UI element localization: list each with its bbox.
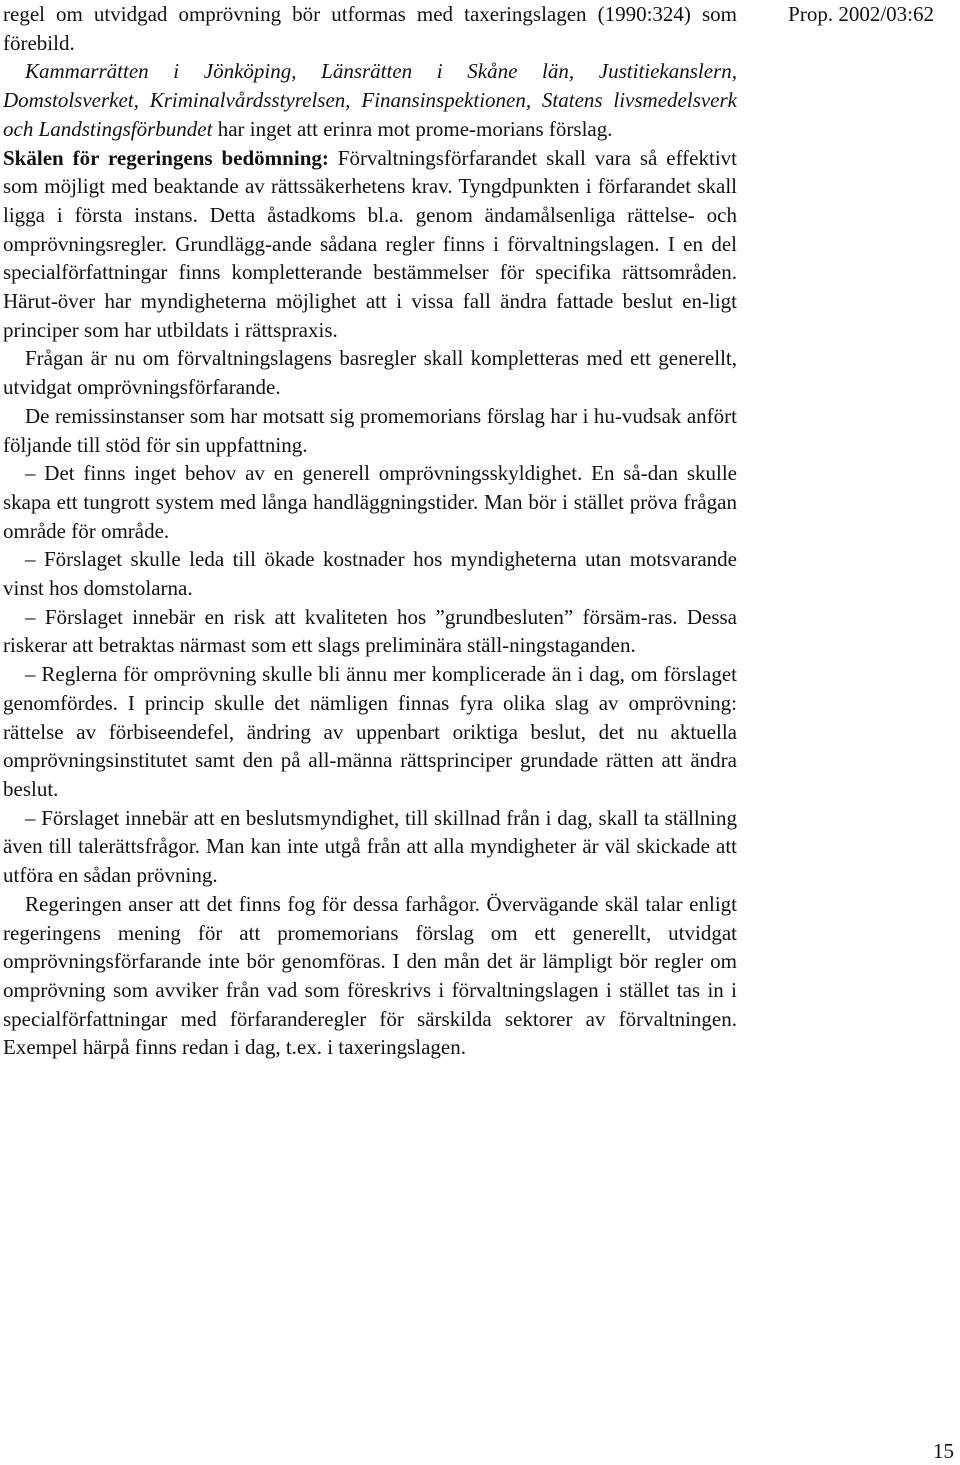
document-body xyxy=(3,0,737,1062)
page-number: 15 xyxy=(933,1439,954,1463)
section-heading-reasons: Skälen för regeringens bedömning: xyxy=(3,145,329,170)
dash-item-standing: – Förslaget innebär att en beslutsmyndighet, till skillnad från i dag, skall ta ställning även till talerättsfrågor. Man kan inte utgå från att alla myndigheter är väl skickade att utföra en sådan prövning. xyxy=(3,805,737,888)
paragraph-government-reasons xyxy=(3,144,737,345)
referral-bodies-statement: har inget att erinra mot prome-morians förslag. xyxy=(212,116,613,141)
proposition-reference: Prop. 2002/03:62 xyxy=(788,2,934,26)
dash-item-no-need: – Det finns inget behov av en generell omprövningsskyldighet. En så-dan skulle skapa ett tungrott system med långa handläggningstider. Man bör i stället pröva frågan område för område. xyxy=(3,461,737,543)
paragraph-intro: regel om utvidgad omprövning bör utformas med taxeringslagen (1990:324) som förebild. xyxy=(3,2,737,55)
paragraph-question: Frågan är nu om förvaltningslagens basregler skall kompletteras med ett generellt, utvidgat omprövningsförfarande. xyxy=(3,346,737,400)
paragraph-referral-bodies xyxy=(3,57,737,143)
dash-item-costs: – Förslaget skulle leda till ökade kostnader hos myndigheterna utan motsvarande vinst hos domstolarna. xyxy=(3,547,737,601)
reasons-text: Förvaltningsförfarandet skall vara så effektivt som möjligt med beaktande av rättssäkerhetens krav. Tyngdpunkten i förfarandet skall ligga i första instans. Detta åstadkoms bl.a. genom ändamålsenliga rättelse- och omprövningsregler. Grundlägg-ande sådana regler finns i förvaltningslagen. I en del specialförfattningar finns kompletterande bestämmelser för specifika rättsområden. Härut-över har myndigheterna möjlighet att i vissa fall ändra fattade beslut en-ligt principer som har utbildats i rättspraxis. xyxy=(3,145,738,342)
paragraph-conclusion: Regeringen anser att det finns fog för dessa farhågor. Övervägande skäl talar enligt regeringens mening för att promemorians förslag om ett generellt, utvidgat omprövningsförfarande inte bör genomföras. I den mån det är lämpligt bör regler om omprövning som avviker från vad som föreskrivs i förvaltningslagen i stället tas in i specialförfattningar med förfaranderegler för särskilda sektorer av förvaltningen. Exempel härpå finns redan i dag, t.ex. i taxeringslagen. xyxy=(3,891,737,1060)
referral-bodies-list: Kammarrätten i Jönköping, Länsrätten i Skåne län, Justitiekanslern, Domstolsverket, Kriminalvårdsstyrelsen, Finansinspektionen, Statens livsmedelsverk och Landstingsförbundet xyxy=(3,59,737,141)
paragraph-opponents: De remissinstanser som har motsatt sig promemorians förslag har i hu-vudsak anfört följande till stöd för sin uppfattning. xyxy=(3,403,737,457)
dash-item-complexity: – Reglerna för omprövning skulle bli ännu mer komplicerade än i dag, om förslaget genomfördes. I princip skulle det nämligen finnas fyra olika slag av omprövning: rättelse av förbiseendefel, ändring av uppenbart oriktiga beslut, det nu aktuella omprövningsinstitutet samt den på all-männa rättsprinciper grundade rätten att ändra beslut. xyxy=(3,662,737,801)
dash-item-quality-risk: – Förslaget innebär en risk att kvaliteten hos ”grundbesluten” försäm-ras. Dessa riskerar att betraktas närmast som ett slags preliminära ställ-ningstaganden. xyxy=(3,604,737,658)
